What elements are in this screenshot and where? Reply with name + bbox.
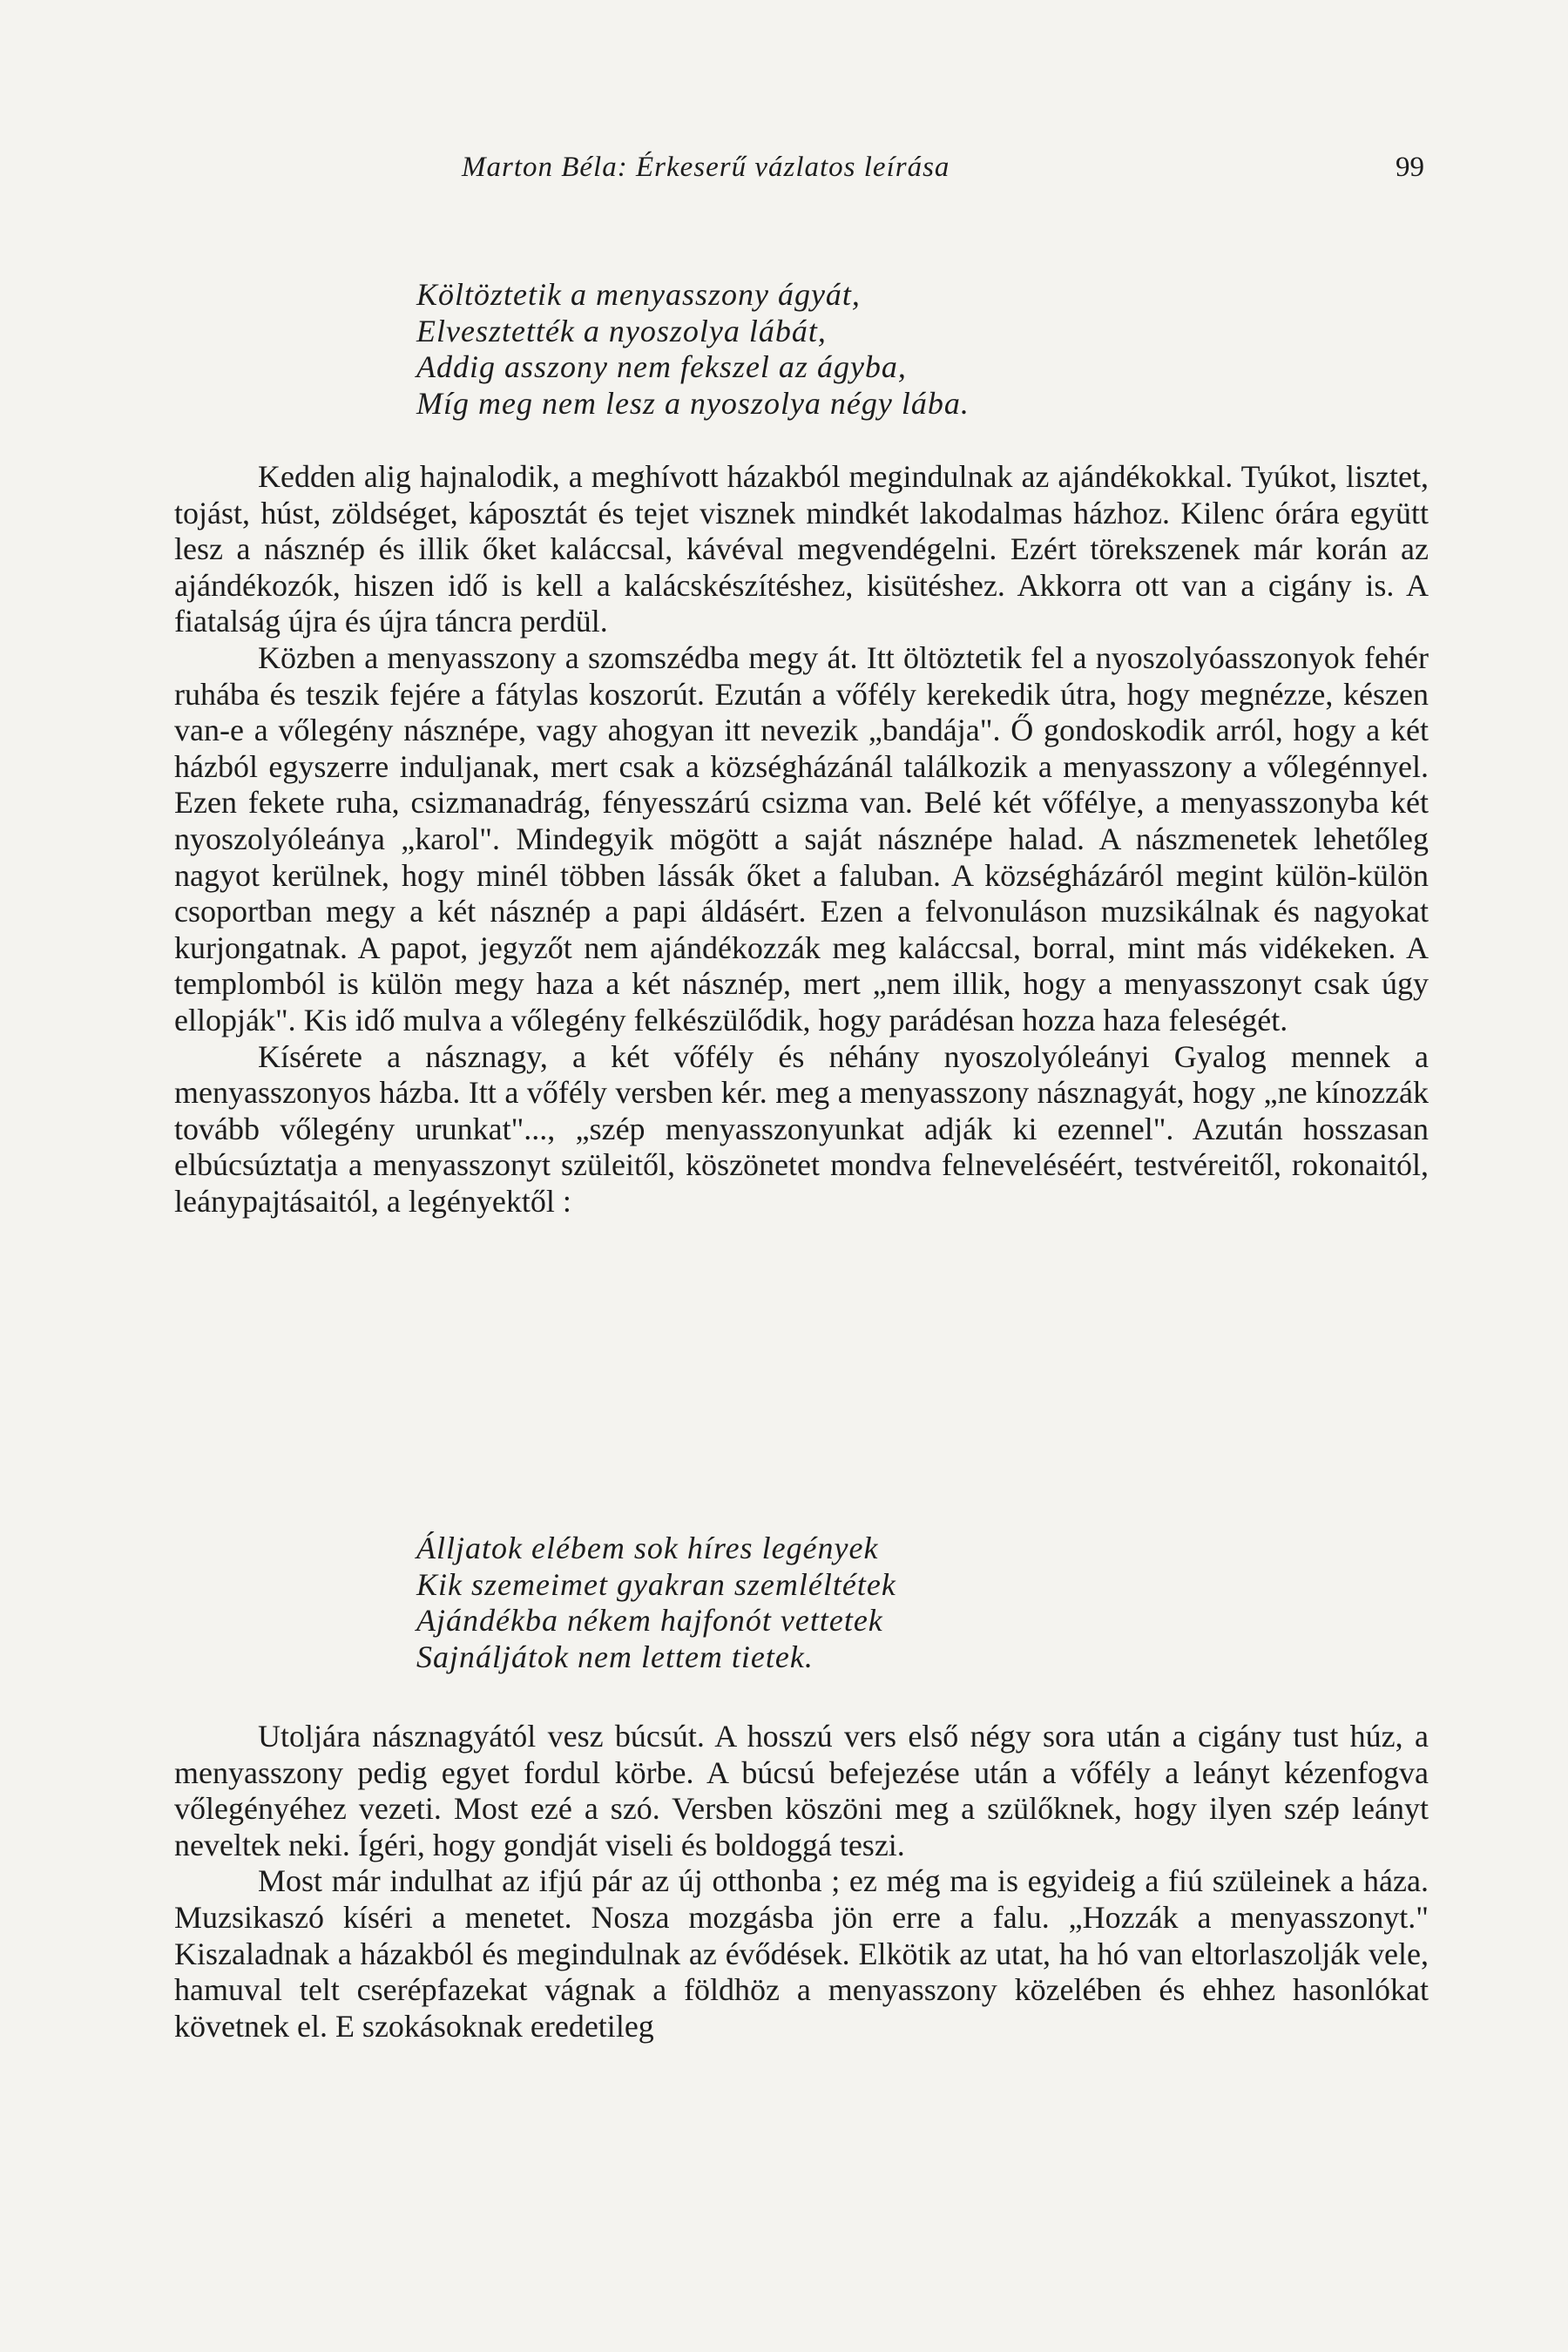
verse-line: Ajándékba nékem hajfonót vettetek <box>416 1603 883 1639</box>
page-number: 99 <box>1396 152 1424 183</box>
body-text-2 <box>174 1719 1429 2044</box>
paragraph: Kedden alig hajnalodik, a meghívott házakból megindulnak az ajándékokkal. Tyúkot, lisztet, tojást, húst, zöldséget, káposztát és tejet visznek mindkét lakodalmas házhoz. Kilenc órára együtt lesz a násznép és illik őket kaláccsal, kávéval megvendégelni. Ezért törekszenek már korán az ajándékozók, hiszen idő is kell a kalácskészítéshez, kisütéshez. Akkorra ott van a cigány is. A fiatalság újra és újra táncra perdül. <box>174 459 1429 639</box>
verse-line: Kik szemeimet gyakran szemléltétek <box>416 1566 896 1602</box>
verse-line: Költöztetik a menyasszony ágyát, <box>416 277 861 312</box>
verse-line: Míg meg nem lesz a nyoszolya négy lába. <box>416 385 970 421</box>
verse-line: Elvesztették a nyoszolya lábát, <box>416 313 827 348</box>
verse-line: Addig asszony nem fekszel az ágyba, <box>416 349 907 385</box>
header-title: Marton Béla: Érkeserű vázlatos leírása <box>462 152 950 183</box>
verse-line: Sajnáljátok nem lettem tietek. <box>416 1639 814 1674</box>
paragraph: Kísérete a násznagy, a két vőfély és néhány nyoszolyóleányi Gyalog mennek a menyasszonyos házba. Itt a vőfély versben kér. meg a menyasszony násznagyát, hogy „ne kínozzák tovább vőlegény urunkat"..., „szép menyasszonyunkat adják ki ezennel". Azután hosszasan elbúcsúztatja a menyasszonyt szüleitől, köszönetet mondva felneveléséért, testvéreitől, rokonaitól, leánypajtásaitól, a legényektől : <box>174 1038 1429 1219</box>
paragraph: Most már indulhat az ifjú pár az új otthonba ; ez még ma is egyideig a fiú szüleinek a háza. Muzsikaszó kíséri a menetet. Nosza mozgásba jön erre a falu. „Hozzák a menyasszonyt." Kiszaladnak a házakból és megindulnak az évődések. Elkötik az utat, ha hó van eltorlaszolják vele, hamuval telt cserépfazekat vágnak a földhöz a menyasszony közelében és ehhez hasonlókat követnek el. E szokásoknak eredetileg <box>174 1863 1429 2044</box>
running-header <box>174 152 1424 195</box>
paragraph: Közben a menyasszony a szomszédba megy át. Itt öltöztetik fel a nyoszolyóasszonyok fehér ruhába és teszik fejére a fátylas koszorút. Ezután a vőfély kerekedik útra, hogy megnézze, készen van-e a vőlegény násznépe, vagy ahogyan itt nevezik „bandája". Ő gondoskodik arról, hogy a két házból egyszerre induljanak, mert csak a községházánál találkozik a menyasszony a vőlegénnyel. Ezen fekete ruha, csizmanadrág, fényesszárú csizma van. Belé két vőfélye, a menyasszonyba két nyoszolyóleánya „karol". Mindegyik mögött a saját násznépe halad. A nászmenetek lehetőleg nagyot kerülnek, hogy minél többen lássák őket a faluban. A községházáról megint külön-külön csoportban megy a két násznép a papi áldásért. Ezen a felvonuláson muzsikálnak és nagyokat kurjongatnak. A papot, jegyzőt nem ajándékozzák meg kaláccsal, borral, mint más vidékeken. A templomból is külön megy haza a két násznép, mert „nem illik, hogy a menyasszonyt csak úgy ellopják". Kis idő mulva a vőlegény felkészülődik, hogy parádésan hozza haza feleségét. <box>174 639 1429 1037</box>
verse-line: Álljatok elébem sok híres legények <box>416 1531 879 1565</box>
paragraph: Utoljára násznagyától vesz búcsút. A hosszú vers első négy sora után a cigány tust húz, a menyasszony pedig egyet fordul körbe. A búcsú befejezése után a vőfély a leányt kézenfogva vőlegényéhez vezeti. Most ezé a szó. Versben köszöni meg a szülőknek, hogy ilyen szép leányt neveltek neki. Ígéri, hogy gondját viseli és boldoggá teszi. <box>174 1719 1429 1862</box>
verse-stanza-2 <box>416 1531 1375 1675</box>
verse-stanza-1 <box>416 277 1375 422</box>
body-text-1 <box>174 459 1429 1220</box>
